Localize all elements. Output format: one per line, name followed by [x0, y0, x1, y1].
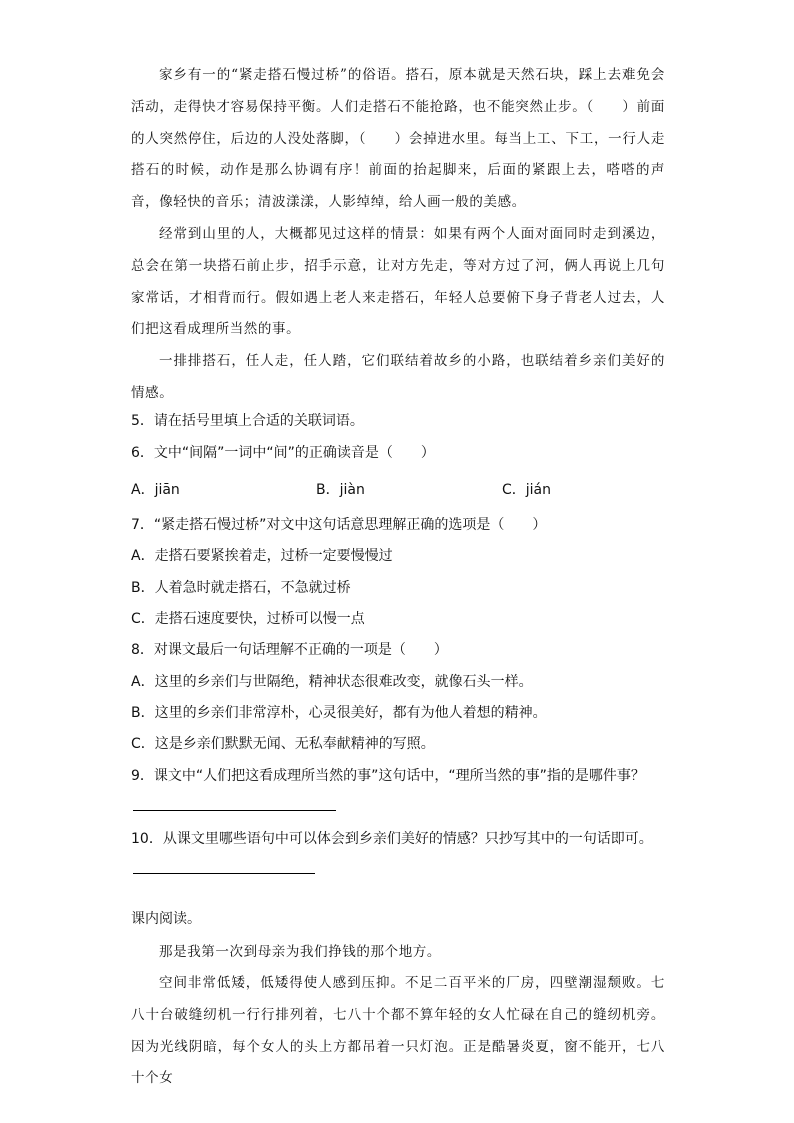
question-10-answer-line[interactable] — [133, 873, 315, 874]
question-6-option-b[interactable]: B．jiàn — [316, 482, 365, 498]
question-7-option-a[interactable]: A．走搭石要紧挨着走，过桥一定要慢慢过 — [131, 548, 393, 564]
question-8-option-c[interactable]: C．这是乡亲们默默无闻、无私奉献精神的写照。 — [131, 736, 435, 752]
question-9-answer-line[interactable] — [133, 810, 336, 811]
question-8: 8．对课文最后一句话理解不正确的一项是（ ） — [131, 642, 448, 658]
passage1-paragraph-3: 一排排搭石，任人走，任人踏，它们联结着故乡的小路，也联结着乡亲们美好的情感。 — [131, 353, 665, 401]
question-7-option-c[interactable]: C．走搭石速度要快，过桥可以慢一点 — [131, 611, 365, 627]
passage1-paragraph-2: 经常到山里的人，大概都见过这样的情景：如果有两个人面对面同时走到溪边，总会在第一块搭石前止步，招手示意，让对方先走，等对方过了河，俩人再说上几句家常话，才相背而行。假如遇上老人来走搭石，年轻人总要俯下身子背老人过去，人们把这看成理所当然的事。 — [131, 226, 665, 338]
question-6-option-c[interactable]: C．jián — [502, 482, 552, 498]
question-6-option-a[interactable]: A．jiān — [131, 482, 180, 498]
question-5: 5．请在括号里填上合适的关联词语。 — [131, 413, 364, 429]
question-7-option-b[interactable]: B．人着急时就走搭石，不急就过桥 — [131, 580, 351, 596]
section2-paragraph-1: 那是我第一次到母亲为我们挣钱的那个地方。 — [159, 944, 441, 960]
question-9: 9．课文中“人们把这看成理所当然的事”这句话中，“理所当然的事”指的是哪件事？ — [131, 768, 645, 784]
section-2-heading: 课内阅读。 — [131, 911, 201, 927]
passage1-paragraph-1: 家乡有一的“紧走搭石慢过桥”的俗语。搭石，原本就是天然石块，踩上去难免会活动，走得快才容易保持平衡。人们走搭石不能抢路，也不能突然止步。（ ）前面的人突然停住，后边的人没处落脚，（ ）会掉进水里。每当上工、下工，一行人走搭石的时候，动作是那么协调有序！前面的抬起脚来，后面的紧跟上去，嗒嗒的声音，像轻快的音乐；清波漾漾，人影绰绰，给人画一般的美感。 — [131, 67, 665, 211]
question-7: 7．“紧走搭石慢过桥”对文中这句话意思理解正确的选项是（ ） — [131, 517, 547, 533]
question-8-option-a[interactable]: A．这里的乡亲们与世隔绝，精神状态很难改变，就像石头一样。 — [131, 674, 533, 690]
question-8-option-b[interactable]: B．这里的乡亲们非常淳朴，心灵很美好，都有为他人着想的精神。 — [131, 705, 547, 721]
section2-paragraph-2: 空间非常低矮，低矮得使人感到压抑。不足二百平米的厂房，四壁潮湿颓败。七八十台破缝纫机一行行排列着，七八十个都不算年轻的女人忙碌在自己的缝纫机旁。因为光线阴暗，每个女人的头上方都吊着一只灯泡。正是酷暑炎夏，窗不能开，七八十个女 — [131, 975, 665, 1087]
question-10: 10．从课文里哪些语句中可以体会到乡亲们美好的情感？只抄写其中的一句话即可。 — [131, 831, 653, 847]
question-6: 6．文中“间隔”一词中“间”的正确读音是（ ） — [131, 445, 435, 461]
